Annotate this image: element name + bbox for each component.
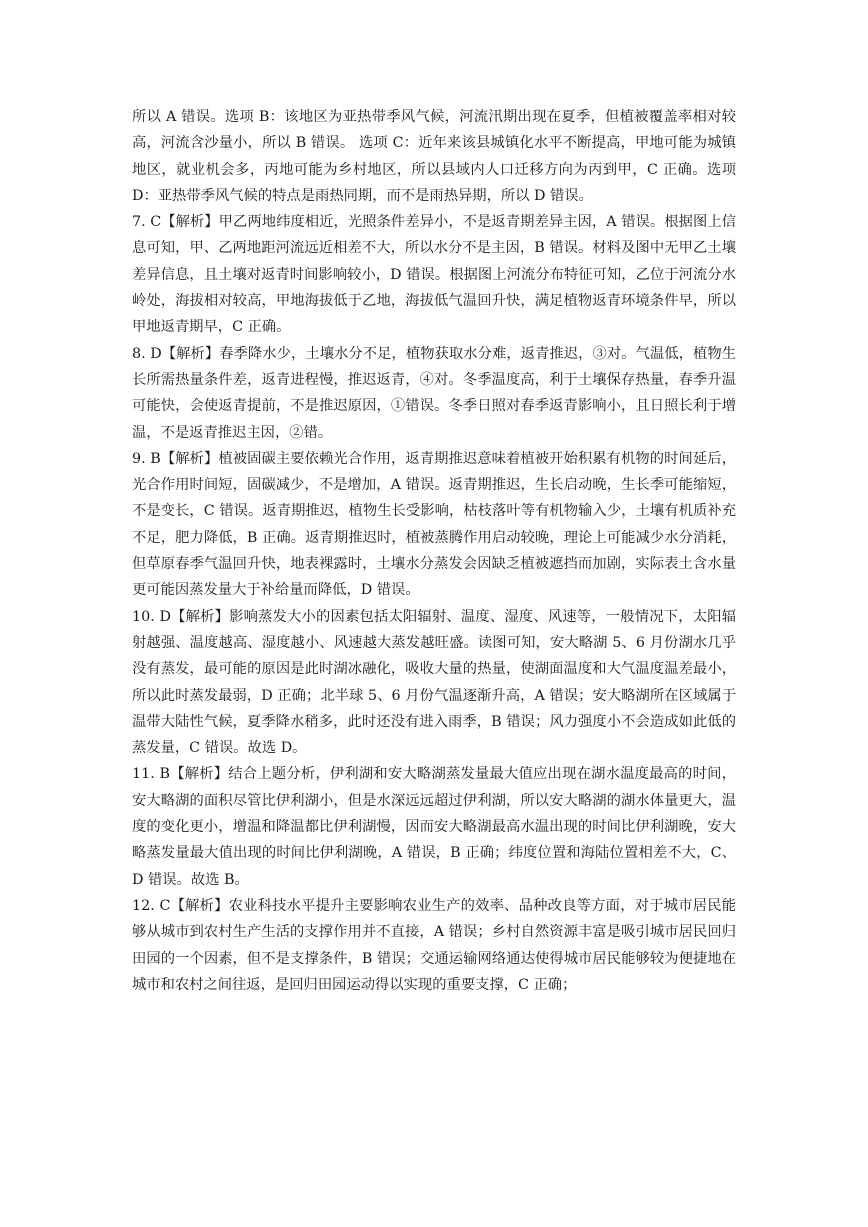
paragraph-q10: 10. D【解析】影响蒸发大小的因素包括太阳辐射、温度、湿度、风速等，一般情况下，太阳辐射越强、温度越高、湿度越小、风速越大蒸发越旺盛。读图可知，安大略湖 5、6 月份湖水几乎没有蒸发，最可能的原因是此时湖冰融化，吸收大量的热量，使湖面温度和大气温度温差最小，所以此时蒸发最弱，D 正确；北半球 5、6 月份气温逐渐升高，A 错误；安大略湖所在区域属于温带大陆性气候，夏季降水稍多，此时还没有进入雨季，B 错误；风力强度小不会造成如此低的蒸发量，C 错误。故选 D。 xyxy=(132,608,736,757)
answer-explanation-text xyxy=(132,104,736,998)
paragraph-q8: 8. D【解析】春季降水少，土壤水分不足，植物获取水分难，返青推迟，③对。气温低，植物生长所需热量条件差，返青进程慢，推迟返青，④对。冬季温度高，利于土壤保存热量，春季升温可能快，会使返青提前，不是推迟原因，①错误。冬季日照对春季返青影响小，且日照长利于增温，不是返青推迟主因，②错。 xyxy=(132,345,736,441)
paragraph-q9: 9. B【解析】植被固碳主要依赖光合作用，返青期推迟意味着植被开始积累有机物的时间延后，光合作用时间短，固碳减少，不是增加，A 错误。返青期推迟，生长启动晚，生长季可能缩短，不是变长，C 错误。返青期推迟，植物生长受影响，枯枝落叶等有机物输入少，土壤有机质补充不足，肥力降低，B 正确。返青期推迟时，植被蒸腾作用启动较晚，理论上可能减少水分消耗，但草原春季气温回升快，地表裸露时，土壤水分蒸发会因缺乏植被遮挡而加剧，实际表土含水量更可能因蒸发量大于补给量而降低，D 错误。 xyxy=(132,450,736,599)
paragraph-continuation: 所以 A 错误。选项 B：该地区为亚热带季风气候，河流汛期出现在夏季，但植被覆盖率相对较高，河流含沙量小，所以 B 错误。 选项 C：近年来该县城镇化水平不断提高，甲地可能为城镇地区，就业机会多，丙地可能为乡村地区，所以县域内人口迁移方向为丙到甲，C 正确。选项 D：亚热带季风气候的特点是雨热同期，而不是雨热异期，所以 D 错误。 xyxy=(132,109,736,204)
paragraph-q12: 12. C【解析】农业科技水平提升主要影响农业生产的效率、品种改良等方面，对于城市居民能够从城市到农村生产生活的支撑作用并不直接，A 错误；乡村自然资源丰富是吸引城市居民回归田园的一个因素，但不是支撑条件，B 错误；交通运输网络通达使得城市居民能够较为便捷地在城市和农村之间往返，是回归田园运动得以实现的重要支撑，C 正确； xyxy=(132,897,736,993)
paragraph-q7: 7. C【解析】甲乙两地纬度相近，光照条件差异小，不是返青期差异主因，A 错误。根据图上信息可知，甲、乙两地距河流远近相差不大，所以水分不是主因，B 错误。材料及图中无甲乙土壤差异信息，且土壤对返青时间影响较小，D 错误。根据图上河流分布特征可知，乙位于河流分水岭处，海拔相对较高，甲地海拔低于乙地，海拔低气温回升快，满足植物返青环境条件早，所以甲地返青期早，C 正确。 xyxy=(132,214,736,336)
paragraph-q11: 11. B【解析】结合上题分析，伊利湖和安大略湖蒸发量最大值应出现在湖水温度最高的时间，安大略湖的面积尽管比伊利湖小，但是水深远远超过伊利湖，所以安大略湖的湖水体量更大，温度的变化更小，增温和降温都比伊利湖慢，因而安大略湖最高水温出现的时间比伊利湖晚，安大略蒸发量最大值出现的时间比伊利湖晚，A 错误，B 正确；纬度位置和海陆位置相差不大，C、D 错误。故选 B。 xyxy=(132,766,736,888)
